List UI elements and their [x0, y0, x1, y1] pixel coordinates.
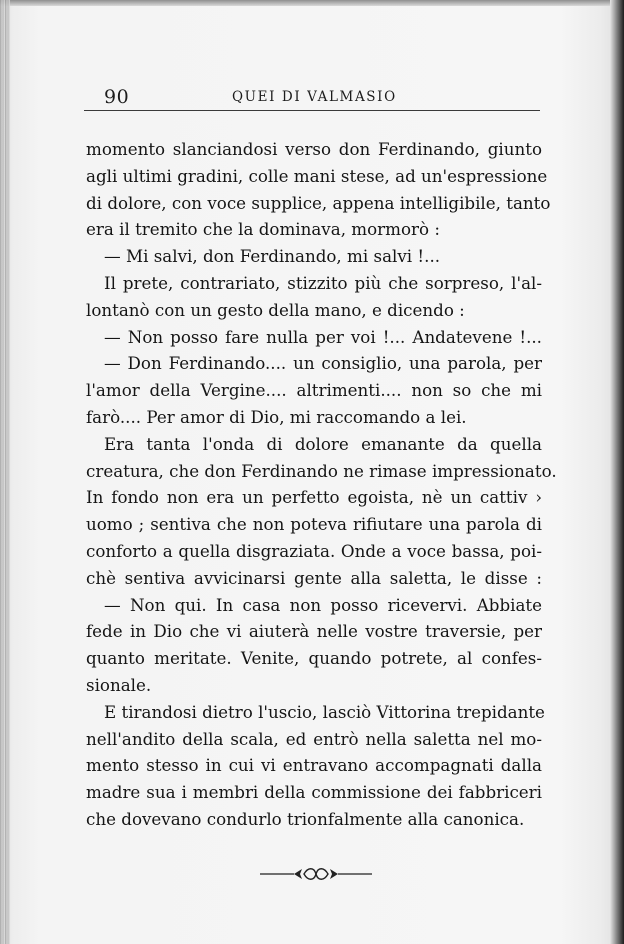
running-title: QUEI DI VALMASIO: [232, 89, 397, 105]
page-top-edge: [0, 0, 624, 6]
text-line: agli ultimi gradini, colle mani stese, ad un'espressione: [86, 165, 548, 186]
page-header: [96, 86, 540, 112]
text-line: — Non qui. In casa non posso ricevervi. Abbiate: [104, 594, 542, 615]
text-line: chè sentiva avvicinarsi gente alla saletta, le disse :: [86, 567, 542, 588]
text-line: E tirandosi dietro l'uscio, lasciò Vittorina trepidante: [104, 701, 545, 722]
text-line: fede in Dio che vi aiuterà nelle vostre traversie, per: [86, 621, 542, 642]
text-line: conforto a quella disgraziata. Onde a voce bassa, poi-: [86, 540, 542, 561]
floral-fleuron-divider-icon: [258, 864, 374, 884]
text-line: madre sua i membri della commissione dei fabbriceri: [86, 782, 542, 803]
text-line: Il prete, contrariato, stizzito più che sorpreso, l'al-: [104, 272, 542, 293]
text-line: momento slanciandosi verso don Ferdinando, giunto: [86, 139, 542, 159]
text-line: — Don Ferdinando.... un consiglio, una parola, per: [104, 353, 542, 374]
text-line: creatura, che don Ferdinando ne rimase impressionato.: [86, 460, 557, 481]
text-line: di dolore, con voce supplice, appena intelligibile, tanto: [86, 192, 551, 213]
text-line: era il tremito che la dominava, mormorò :: [86, 219, 440, 240]
text-line: quanto meritate. Venite, quando potrete, al confes-: [86, 648, 542, 669]
text-line: — Non posso fare nulla per voi !... Andatevene !...: [104, 326, 542, 347]
text-line: lontanò con un gesto della mano, e dicendo :: [86, 299, 465, 320]
text-line: nell'andito della scala, ed entrò nella saletta nel mo-: [86, 728, 542, 749]
book-spine-shadow: [0, 0, 10, 944]
text-line: Era tanta l'onda di dolore emanante da quella: [104, 433, 542, 454]
header-rule: [84, 110, 540, 111]
page-number: 90: [104, 86, 130, 108]
page-right-edge-shadow: [610, 0, 624, 944]
text-line: sionale.: [86, 674, 152, 695]
text-line: farò.... Per amor di Dio, mi raccomando a lei.: [86, 406, 467, 427]
text-line: che dovevano condurlo trionfalmente alla canonica.: [86, 808, 525, 829]
text-line: — Mi salvi, don Ferdinando, mi salvi !...: [104, 246, 441, 267]
text-line: In fondo non era un perfetto egoista, nè un cattiv ›: [86, 487, 542, 508]
text-line: uomo ; sentiva che non poteva rifiutare una parola di: [86, 514, 542, 535]
text-line: l'amor della Vergine.... altrimenti.... non so che mi: [86, 380, 542, 401]
text-line: mento stesso in cui vi entravano accompagnati dalla: [86, 755, 542, 776]
body-text: [86, 136, 557, 833]
